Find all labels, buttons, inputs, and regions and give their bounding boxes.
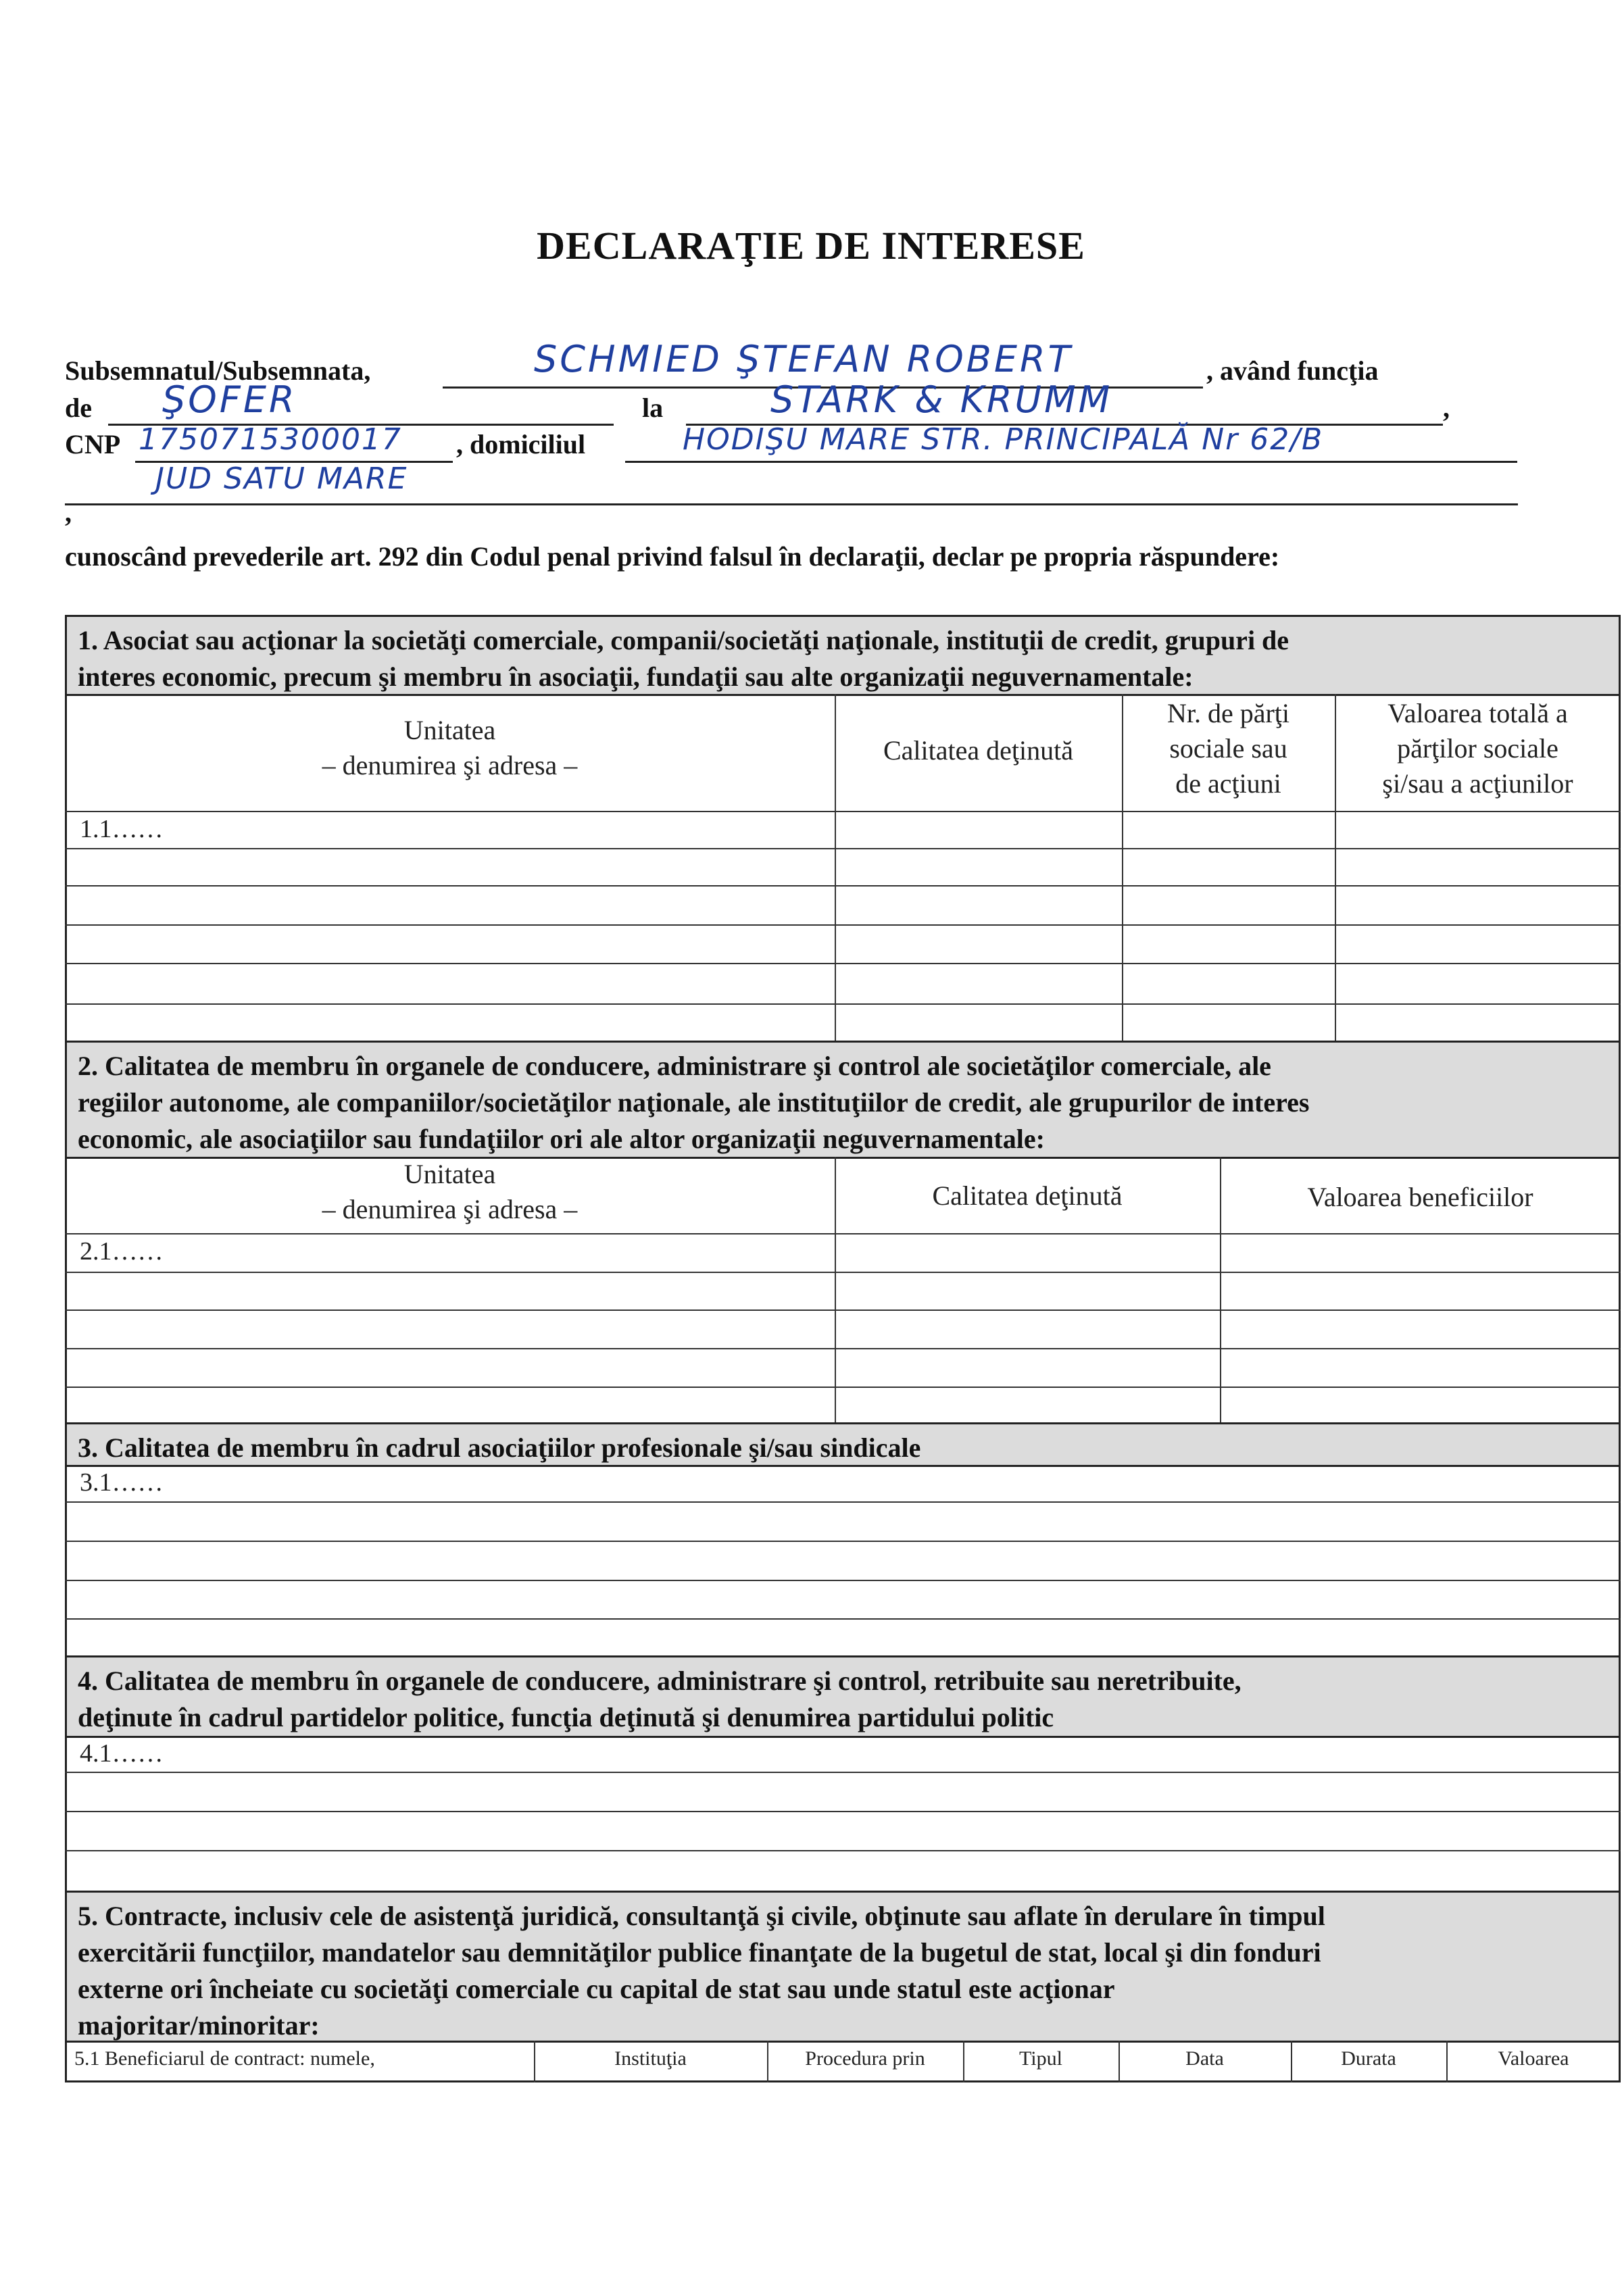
col-label: Valoarea totală a xyxy=(1387,698,1568,728)
col-label: Nr. de părţi xyxy=(1166,698,1290,728)
address-field-2[interactable]: JUD SATU MARE xyxy=(155,461,408,496)
section2-row-line xyxy=(65,1272,1621,1273)
cnp-label: CNP xyxy=(65,429,121,459)
comma-line: , xyxy=(65,497,72,528)
section1-row-line xyxy=(65,848,1621,849)
col-label: de acţiuni xyxy=(1175,768,1281,799)
section1-row-line xyxy=(65,885,1621,887)
section2-heading-line1: 2. Calitatea de membru în organele de conducere, administrare şi control ale societăţilor comerciale, ale xyxy=(78,1051,1271,1081)
functia-label: , având funcţia xyxy=(1206,355,1379,386)
section2-row-line xyxy=(65,1309,1621,1311)
section1-row-line xyxy=(65,963,1621,964)
address-field[interactable]: HODIŞU MARE STR. PRINCIPALĂ Nr 62/B xyxy=(683,422,1324,457)
section4-heading-line1: 4. Calitatea de membru în organele de conducere, administrare şi control, retribuite sau neretribuite, xyxy=(78,1666,1242,1696)
cnp-field[interactable]: 1750715300017 xyxy=(139,422,402,457)
section1-col-unitatea xyxy=(65,713,835,783)
section4-table xyxy=(65,1736,1621,1895)
section4-row-4-1[interactable]: 4.1…… xyxy=(80,1739,164,1768)
section1-row-line xyxy=(65,811,1621,812)
section3-row-line xyxy=(65,1501,1621,1503)
col-label: Unitatea xyxy=(403,715,496,745)
section2-heading-line2: regiilor autonome, ale companiilor/societăţilor naţionale, ale instituţiilor de credit, ale grupurilor de interes xyxy=(78,1087,1310,1118)
section1-col-valoarea xyxy=(1335,696,1621,801)
section4-row-line xyxy=(65,1772,1621,1773)
col-label: părţilor sociale xyxy=(1397,733,1558,764)
section3-heading xyxy=(65,1422,1621,1467)
section3-table xyxy=(65,1465,1621,1661)
section2-row-line xyxy=(65,1233,1621,1234)
section3-heading-line1: 3. Calitatea de membru în cadrul asociaţiilor profesionale şi/sau sindicale xyxy=(78,1432,921,1463)
la-label: la xyxy=(642,393,664,423)
address-line-2 xyxy=(65,503,1518,505)
section1-heading-line2: interes economic, precum şi membru în asociaţii, fundaţii sau alte organizaţii neguvernamentale: xyxy=(78,662,1194,692)
declaration-text: cunoscând prevederile art. 292 din Codul penal privind falsul în declaraţii, declar pe propria răspundere: xyxy=(65,541,1280,572)
section1-row-line xyxy=(65,1003,1621,1005)
section1-row-1-1[interactable]: 1.1…… xyxy=(80,815,164,843)
section5-heading-line2: exercitării funcţiilor, mandatelor sau demnităţilor publice finanţate de la bugetul de stat, local şi din fonduri xyxy=(78,1937,1321,1968)
section5-heading-line1: 5. Contracte, inclusiv cele de asistenţă juridică, consultanţă şi civile, obţinute sau aflate în derulare în timpul xyxy=(78,1901,1325,1931)
section5-col-data: Data xyxy=(1185,2047,1224,2070)
section2-col-unitatea xyxy=(65,1157,835,1227)
subsemnatul-label: Subsemnatul/Subsemnata, xyxy=(65,355,371,386)
section2-row-line xyxy=(65,1387,1621,1388)
section1-heading xyxy=(65,615,1621,696)
section5-col-beneficiar: 5.1 Beneficiarul de contract: numele, xyxy=(74,2047,375,2070)
section3-row-line xyxy=(65,1541,1621,1542)
section1-col-nr-parti xyxy=(1122,696,1335,801)
domiciliul-label: , domiciliul xyxy=(456,429,586,459)
section4-row-line xyxy=(65,1850,1621,1851)
section2-heading-line3: economic, ale asociaţiilor sau fundaţiilor ori ale altor organizaţii neguvernamentale: xyxy=(78,1124,1045,1154)
section5-col-institutia: Instituţia xyxy=(614,2047,687,2070)
section5-col-tipul: Tipul xyxy=(1019,2047,1062,2070)
col-label: sociale sau xyxy=(1169,733,1287,764)
section1-row-line xyxy=(65,924,1621,926)
comma: , xyxy=(1443,393,1450,423)
section2-row-2-1[interactable]: 2.1…… xyxy=(80,1237,164,1266)
section5-col-procedura: Procedura prin xyxy=(805,2047,925,2070)
section4-heading xyxy=(65,1655,1621,1738)
section5-col-durata: Durata xyxy=(1341,2047,1396,2070)
section3-row-line xyxy=(65,1618,1621,1620)
section5-heading-line4: majoritar/minoritar: xyxy=(78,2010,320,2041)
document-title: DECLARAŢIE DE INTERESE xyxy=(537,224,1085,268)
section2-col-calitatea: Calitatea deţinută xyxy=(932,1180,1123,1211)
section2-heading xyxy=(65,1041,1621,1159)
section2-col-valoarea: Valoarea beneficiilor xyxy=(1307,1182,1533,1212)
col-label: – denumirea şi adresa – xyxy=(322,750,578,780)
col-label: Unitatea xyxy=(403,1159,496,1189)
section5-col-valoarea: Valoarea xyxy=(1498,2047,1569,2070)
section4-heading-line2: deţinute în cadrul partidelor politice, funcţia deţinută şi denumirea partidului politic xyxy=(78,1702,1054,1732)
function-field[interactable]: ŞOFER xyxy=(162,378,297,421)
col-label: – denumirea şi adresa – xyxy=(322,1194,578,1224)
section5-heading xyxy=(65,1891,1621,2043)
name-field[interactable]: SCHMIED ŞTEFAN ROBERT xyxy=(534,338,1073,380)
section2-row-line xyxy=(65,1348,1621,1349)
employer-field[interactable]: STARK & KRUMM xyxy=(770,378,1113,421)
de-label: de xyxy=(65,393,92,423)
col-label: şi/sau a acţiunilor xyxy=(1382,768,1573,799)
section1-heading-line1: 1. Asociat sau acţionar la societăţi comerciale, companii/societăţi naţionale, instituţii de credit, grupuri de xyxy=(78,625,1289,655)
address-line xyxy=(625,461,1517,463)
section3-row-3-1[interactable]: 3.1…… xyxy=(80,1468,164,1497)
section3-row-line xyxy=(65,1580,1621,1581)
section5-heading-line3: externe ori încheiate cu societăţi comerciale cu capital de stat sau unde statul este acţionar xyxy=(78,1974,1115,2004)
section1-col-calitatea: Calitatea deţinută xyxy=(883,735,1073,766)
section4-row-line xyxy=(65,1811,1621,1812)
